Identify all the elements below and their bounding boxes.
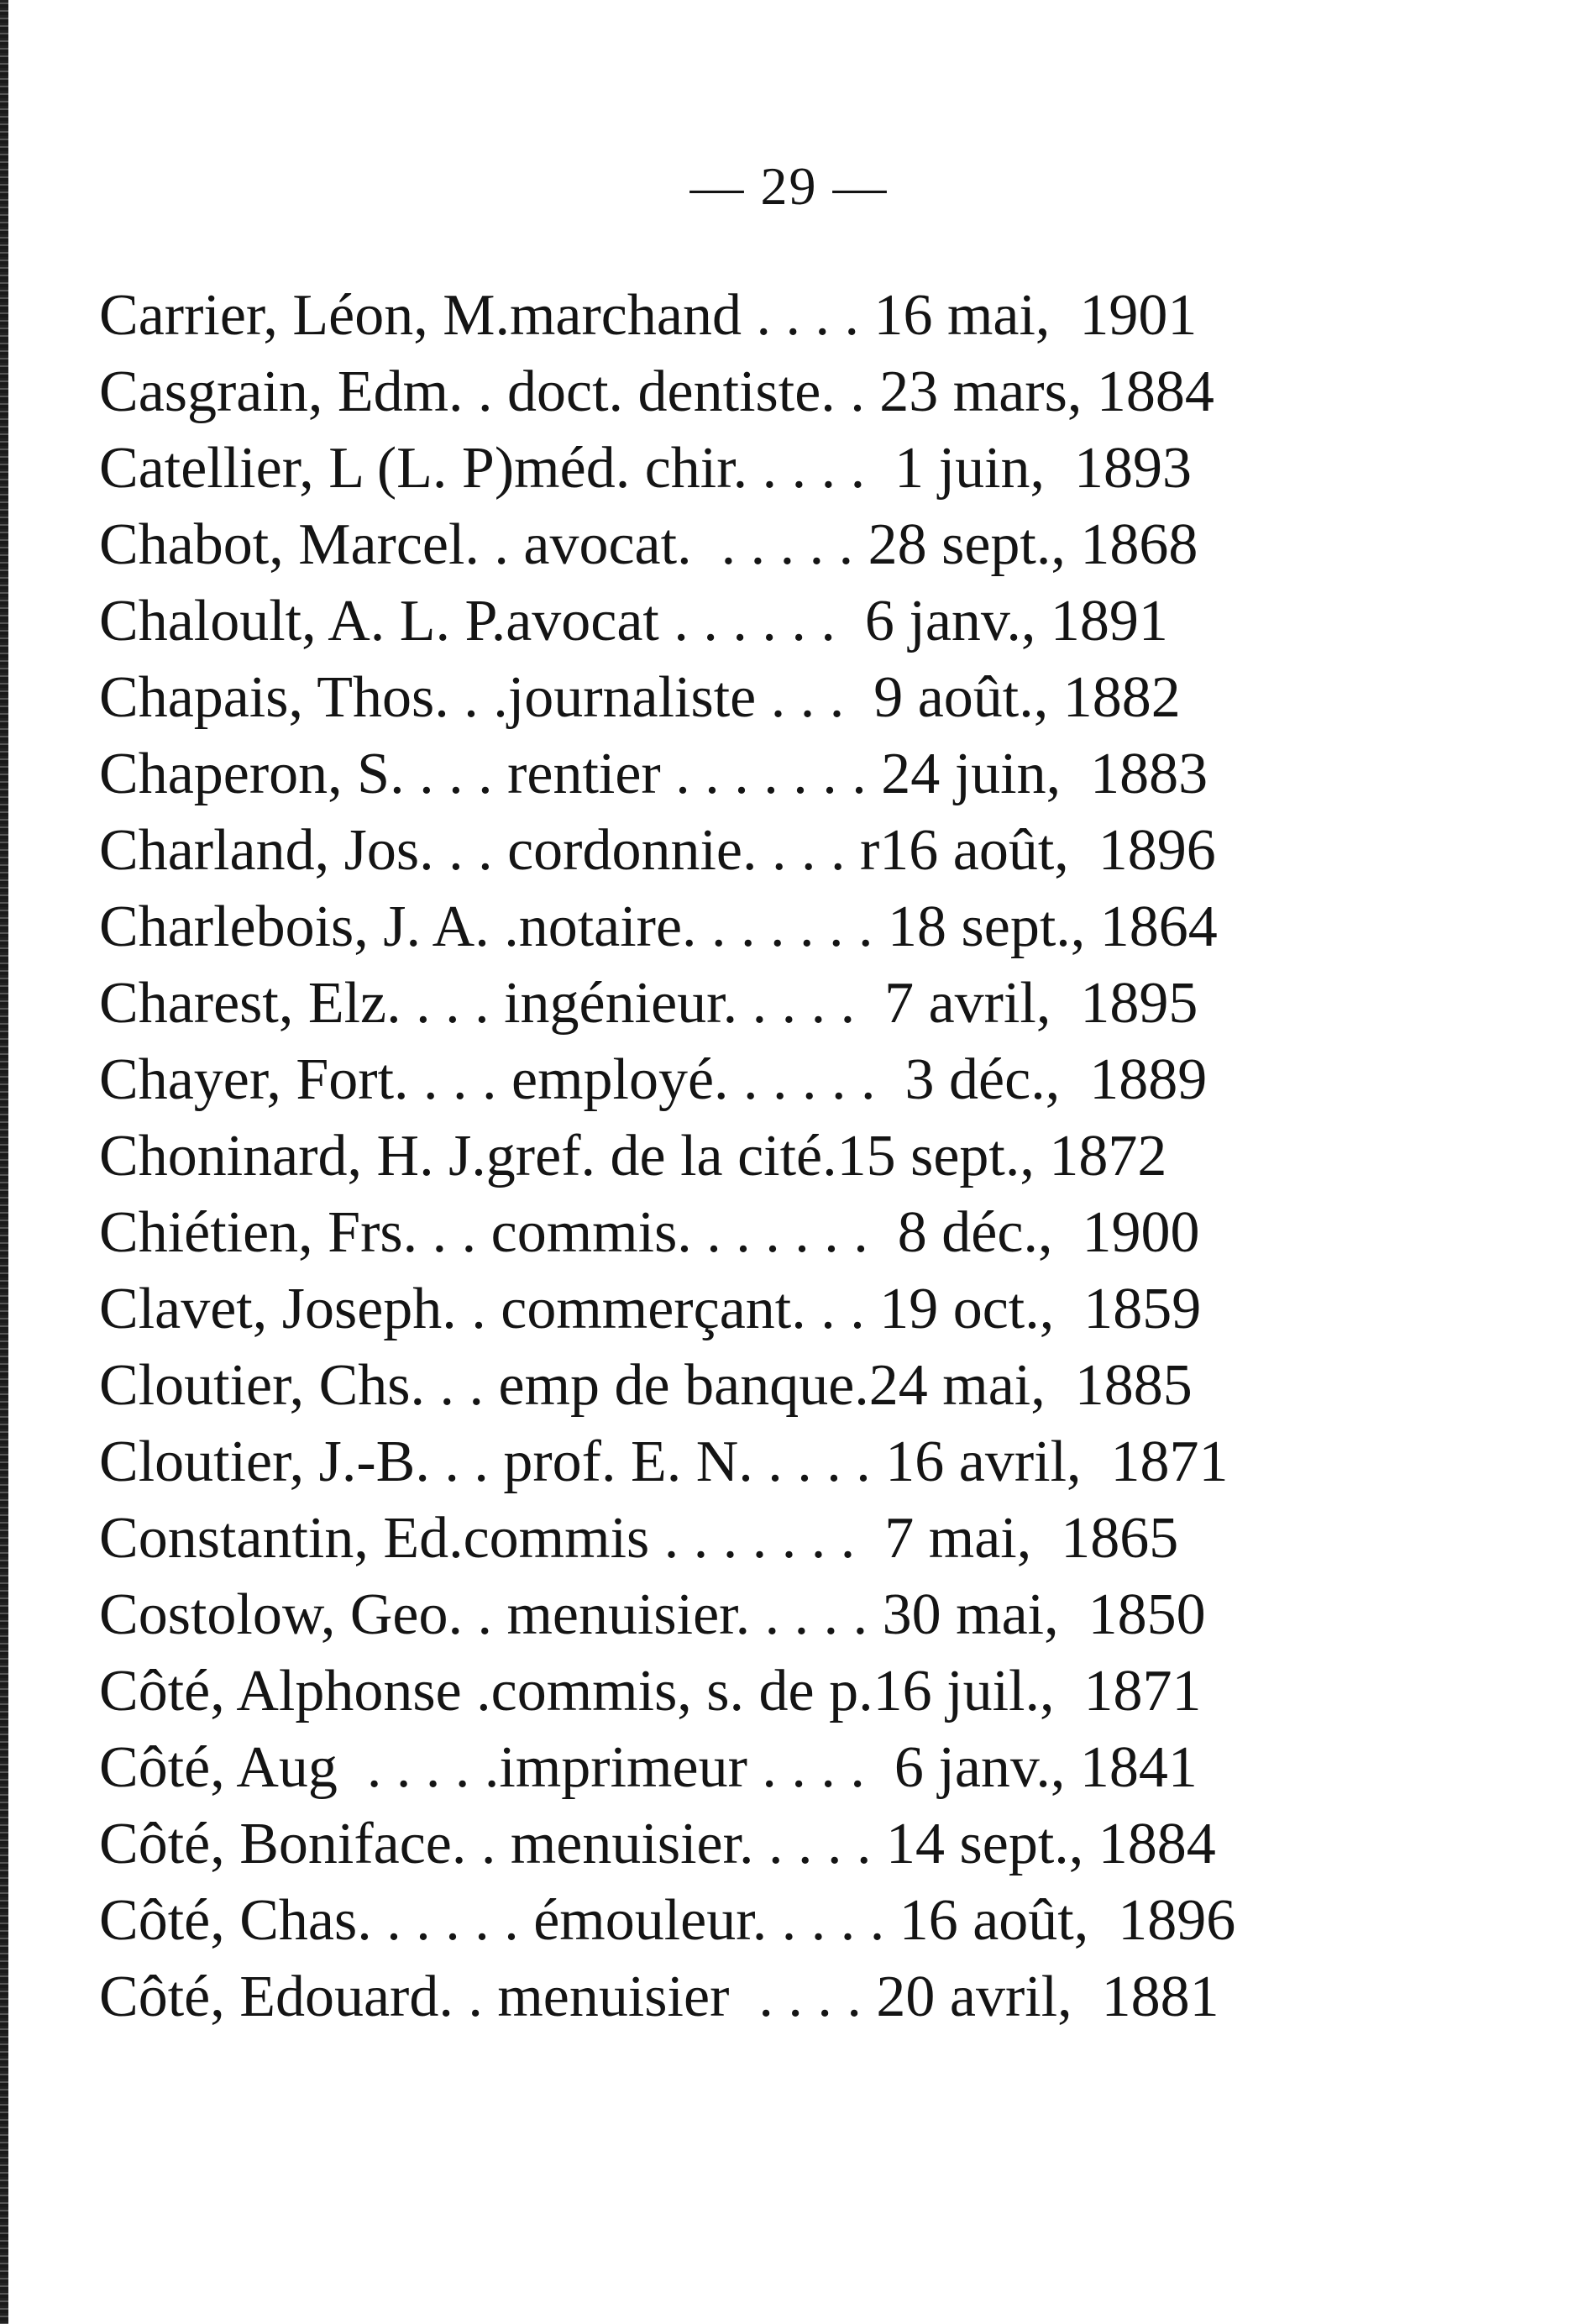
list-item: Côté, Boniface. . menuisier. . . . . 14 sept., 1884 bbox=[99, 1812, 1216, 1876]
list-item: Chaloult, A. L. P.avocat . . . . . . 6 janv., 1891 bbox=[99, 589, 1168, 653]
list-item: Côté, Aug . . . . .imprimeur . . . . 6 janv., 1841 bbox=[99, 1735, 1198, 1800]
page-number: — 29 — bbox=[689, 156, 889, 216]
list-item: Charland, Jos. . . cordonnie. . . . r16 août, 1896 bbox=[99, 818, 1216, 883]
binding-edge bbox=[0, 0, 8, 2324]
list-item: Chaperon, S. . . . rentier . . . . . . . 24 juin, 1883 bbox=[99, 742, 1208, 806]
list-item: Constantin, Ed.commis . . . . . . . 7 mai, 1865 bbox=[99, 1506, 1179, 1571]
list-item: Chabot, Marcel. . avocat. . . . . . 28 sept., 1868 bbox=[99, 512, 1198, 577]
list-item: Chayer, Fort. . . . employé. . . . . . 3 déc., 1889 bbox=[99, 1047, 1208, 1112]
list-item: Charest, Elz. . . . ingénieur. . . . . 7 avril, 1895 bbox=[99, 971, 1198, 1036]
list-item: Côté, Chas. . . . . . émouleur. . . . . 16 août, 1896 bbox=[99, 1888, 1236, 1953]
entry-list bbox=[99, 277, 1409, 2035]
list-item: Carrier, Léon, M.marchand . . . . 16 mai, 1901 bbox=[99, 283, 1198, 348]
list-item: Côté, Alphonse .commis, s. de p.16 juil., 1871 bbox=[99, 1659, 1202, 1723]
list-item: Casgrain, Edm. . doct. dentiste. . 23 mars, 1884 bbox=[99, 359, 1214, 424]
list-item: Choninard, H. J.gref. de la cité.15 sept., 1872 bbox=[99, 1124, 1167, 1188]
list-item: Catellier, L (L. P)méd. chir. . . . . 1 juin, 1893 bbox=[99, 436, 1193, 501]
list-item: Chapais, Thos. . .journaliste . . . 9 août., 1882 bbox=[99, 665, 1181, 730]
list-item: Charlebois, J. A. .notaire. . . . . . . 18 sept., 1864 bbox=[99, 894, 1218, 959]
list-item: Cloutier, J.-B. . . prof. E. N. . . . . 16 avril, 1871 bbox=[99, 1430, 1229, 1494]
list-item: Côté, Edouard. . menuisier . . . . 20 avril, 1881 bbox=[99, 1965, 1219, 2029]
list-item: Costolow, Geo. . menuisier. . . . . 30 mai, 1850 bbox=[99, 1582, 1206, 1647]
list-item: Clavet, Joseph. . commerçant. . . 19 oct., 1859 bbox=[99, 1277, 1202, 1341]
list-item: Cloutier, Chs. . . emp de banque.24 mai, 1885 bbox=[99, 1353, 1193, 1418]
list-item: Chiétien, Frs. . . commis. . . . . . . 8 déc., 1900 bbox=[99, 1200, 1200, 1265]
